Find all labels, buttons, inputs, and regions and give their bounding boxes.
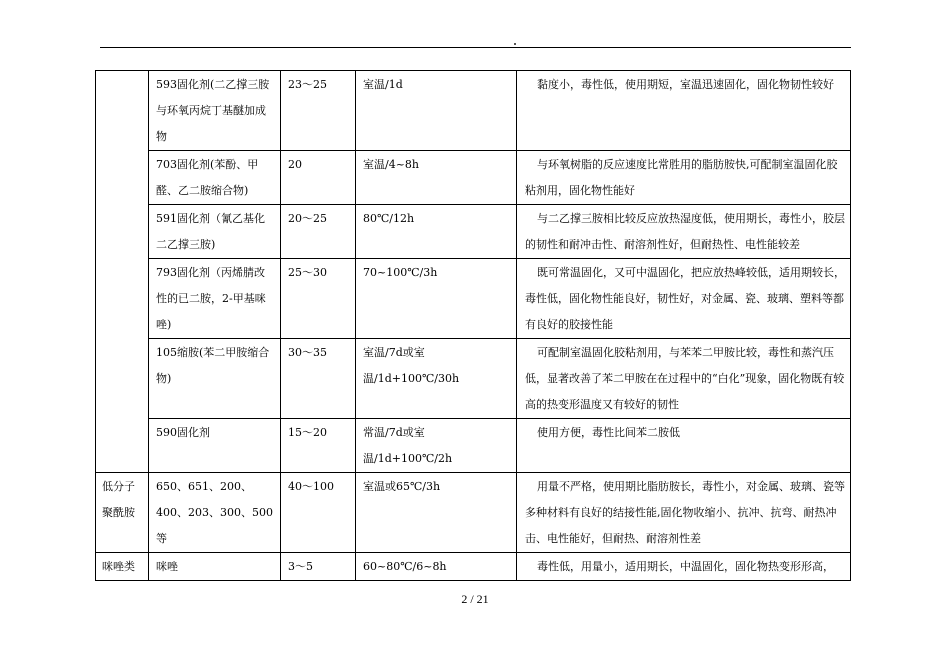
name-cell: 105缩胺(苯二甲胺缩合物) xyxy=(149,339,281,419)
name-cell: 650、651、200、400、203、300、500等 xyxy=(149,473,281,553)
name-cell: 590固化剂 xyxy=(149,419,281,473)
description-cell: 用量不严格，使用期比脂肪胺长，毒性小，对金属、玻璃、瓷等多种材料有良好的结接性能,固化物收缩小、抗冲、抗弯、耐热冲击、电性能好，但耐热、耐溶剂性差 xyxy=(517,473,851,553)
name-cell: 593固化剂(二乙撑三胺与环氧丙烷丁基醚加成物 xyxy=(149,71,281,151)
name-cell: 703固化剂(苯酚、甲醛、乙二胺缩合物) xyxy=(149,151,281,205)
total-pages: 21 xyxy=(476,592,489,606)
category-cell: 咪唑类 xyxy=(96,553,149,581)
header-rule xyxy=(100,47,851,48)
description-cell: 与二乙撑三胺相比较反应放热湿度低，使用期长，毒性小，胶层的韧性和耐冲击性、耐溶剂性好，但耐热性、电性能较差 xyxy=(517,205,851,259)
table-row xyxy=(96,259,851,339)
description-cell: 毒性低，用量小，适用期长，中温固化，固化物热变形形高， xyxy=(517,553,851,581)
dosage-cell: 3～5 xyxy=(281,553,356,581)
table-row xyxy=(96,339,851,419)
name-cell: 咪唑 xyxy=(149,553,281,581)
dosage-cell: 40～100 xyxy=(281,473,356,553)
table-row xyxy=(96,205,851,259)
category-cell: 低分子聚酰胺 xyxy=(96,473,149,553)
table-row xyxy=(96,71,851,151)
condition-cell: 室温/4~8h xyxy=(356,151,517,205)
condition-cell: 室温或65℃/3h xyxy=(356,473,517,553)
category-cell xyxy=(96,71,149,473)
page-footer xyxy=(0,592,950,607)
curing-agent-table xyxy=(95,70,851,581)
condition-cell: 80℃/12h xyxy=(356,205,517,259)
description-cell: 使用方便，毒性比间苯二胺低 xyxy=(517,419,851,473)
description-cell: 黏度小，毒性低，使用期短，室温迅速固化，固化物韧性较好 xyxy=(517,71,851,151)
dosage-cell: 25～30 xyxy=(281,259,356,339)
table-row xyxy=(96,473,851,553)
table-row xyxy=(96,151,851,205)
table-row xyxy=(96,419,851,473)
table-row xyxy=(96,553,851,581)
description-cell: 可配制室温固化胶粘剂用，与苯苯二甲胺比较，毒性和蒸汽压低，显著改善了苯二甲胺在在过程中的“白化”现象，固化物既有较高的热变形温度又有较好的韧性 xyxy=(517,339,851,419)
condition-cell: 室温/7d或室温/1d+100℃/30h xyxy=(356,339,517,419)
name-cell: 793固化剂（丙烯腈改性的已二胺，2-甲基咪唑) xyxy=(149,259,281,339)
condition-cell: 常温/7d或室温/1d+100℃/2h xyxy=(356,419,517,473)
page-separator: / xyxy=(470,592,474,606)
condition-cell: 室温/1d xyxy=(356,71,517,151)
description-cell: 既可常温固化，又可中温固化，把应放热峰较低，适用期较长，毒性低，固化物性能良好，韧性好，对金属、瓷、玻璃、塑料等都有良好的胶接性能 xyxy=(517,259,851,339)
dosage-cell: 23～25 xyxy=(281,71,356,151)
condition-cell: 60~80℃/6~8h xyxy=(356,553,517,581)
dosage-cell: 15～20 xyxy=(281,419,356,473)
dosage-cell: 30～35 xyxy=(281,339,356,419)
name-cell: 591固化剂（氰乙基化二乙撑三胺) xyxy=(149,205,281,259)
condition-cell: 70~100℃/3h xyxy=(356,259,517,339)
dosage-cell: 20～25 xyxy=(281,205,356,259)
header-mark xyxy=(514,43,516,45)
description-cell: 与环氧树脂的反应速度比常胜用的脂肪胺快,可配制室温固化胶粘剂用，固化物性能好 xyxy=(517,151,851,205)
dosage-cell: 20 xyxy=(281,151,356,205)
page-number: 2 xyxy=(461,592,468,606)
